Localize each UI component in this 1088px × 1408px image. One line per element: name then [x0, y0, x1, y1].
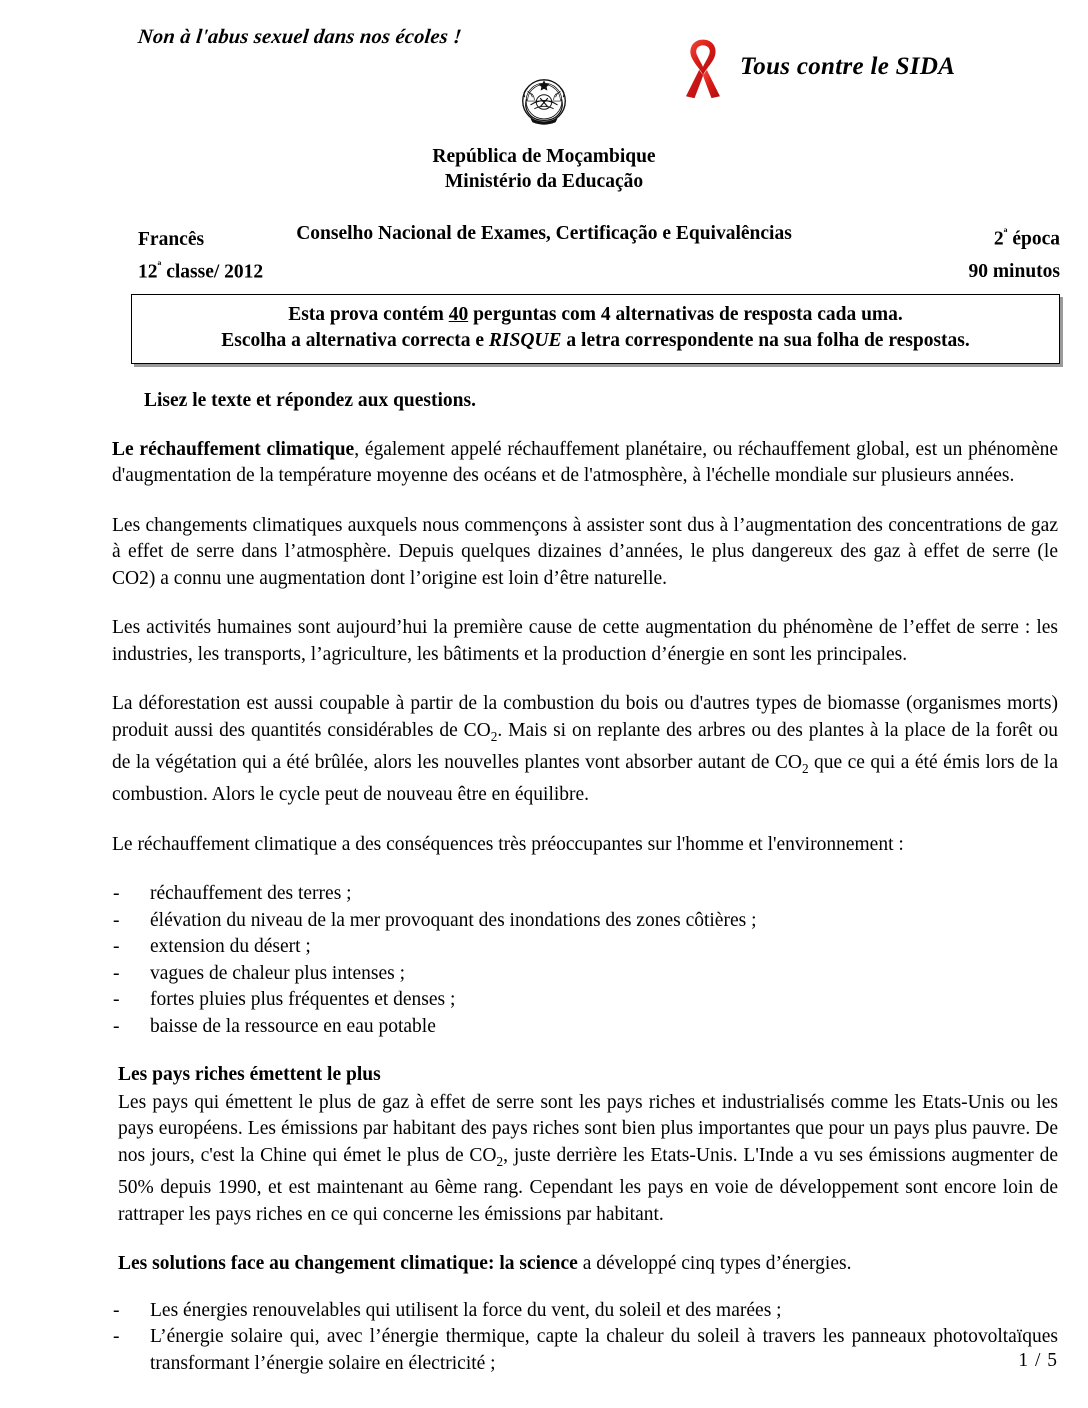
paragraph-changes: Les changements climatiques auxquels nous commençons à assister sont dus à l’augmentation des concentrations de gaz à effet de serre dans l’atmosphère. Depuis quelques dizaines d’années, le plus dangereux des gaz à effet de serre (le CO2) a connu une augmentation dont l’origine est loin d’être naturelle.: [112, 514, 1058, 589]
instruction-l2-part1: Escolha a alternativa correcta e: [221, 330, 489, 351]
dash-bullet: -: [113, 909, 120, 931]
risque-emphasis: RISQUE: [488, 330, 562, 351]
deforestation-part-a: La déforestation est aussi coupable à partir de la combustion du bois ou d'autres types de biomasse (organismes morts) produit aussi des quantités considérables de CO: [112, 693, 1058, 741]
class-number: 12: [138, 261, 158, 282]
deforestation-part-c: que ce qui a été émis lors de la combustion. Alors le cycle peut de nouveau être en équilibre.: [112, 751, 1058, 806]
consequence-text: réchauffement des terres ;: [150, 883, 352, 905]
list-item: [112, 1014, 1058, 1041]
instruction-line-2: [142, 328, 1049, 354]
exam-duration: 90 minutos: [968, 261, 1060, 282]
exam-institution: Conselho Nacional de Exames, Certificação e Equivalências: [296, 223, 792, 244]
consequence-text: vagues de chaleur plus intenses ;: [150, 962, 406, 984]
epoch-ordinal: ª: [1003, 226, 1008, 240]
solutions-rest-part: a développé cinq types d’énergies.: [577, 1253, 852, 1275]
consequence-text: baisse de la ressource en eau potable: [150, 1015, 436, 1037]
solutions-heading: [118, 1251, 1058, 1278]
dash-bullet: -: [113, 1326, 120, 1348]
list-item: [112, 1324, 1058, 1377]
instruction-l2-part2: a letra correspondente na sua folha de respostas.: [561, 330, 970, 351]
list-item: [112, 881, 1058, 908]
paragraph-deforestation: [112, 691, 1058, 809]
rich-part-a: Les pays qui émettent le plus de gaz à effet de serre sont les pays riches et industrialisés comme les Etats-Unis ou les pays européens. Les émissions par habitant des pays riches sont bien plus importantes que pour un pays plus pauvre. De nos jours, c'est la Chine qui émet le plus de CO: [118, 1091, 1058, 1166]
solutions-bold-part: Les solutions face au changement climatique: la science: [118, 1253, 578, 1275]
republic-title: República de Moçambique: [432, 146, 656, 167]
ministry-title: Ministério da Educação: [444, 171, 644, 192]
list-item: [112, 934, 1058, 961]
dash-bullet: -: [113, 962, 120, 984]
consequences-list: [112, 881, 1058, 1040]
exam-info-line-1: [138, 220, 1060, 253]
reading-instruction: Lisez le texte et répondez aux questions.: [144, 390, 476, 411]
co2-subscript-1: 2: [490, 728, 498, 744]
instruction-line-1: [142, 302, 1049, 328]
co2-subscript-2: 2: [801, 760, 809, 776]
top-banner: [0, 0, 1088, 118]
instruction-l1-part1: Esta prova contém: [288, 304, 449, 325]
exam-info-line-2: [138, 253, 1060, 286]
paragraph-rich-countries: [118, 1090, 1058, 1228]
sida-campaign-block: [672, 34, 955, 100]
list-item: [112, 908, 1058, 935]
paragraph-definition-rest: , également appelé réchauffement planétaire, ou réchauffement global, est un phénomène d'augmentation de la température moyenne des océans et de l'atmosphère, à l'échelle mondiale sur plusieurs années.: [112, 438, 1059, 486]
solution-text: L’énergie solaire qui, avec l’énergie thermique, capte la chaleur du soleil à travers les panneaux photovoltaïques transformant l’énergie solaire en électricité ;: [150, 1326, 1058, 1374]
list-item: [112, 961, 1058, 988]
exam-info-row: [0, 220, 1088, 282]
list-item: [112, 1298, 1058, 1325]
dash-bullet: -: [113, 1299, 120, 1321]
main-content: [112, 364, 1058, 1377]
instruction-box: [131, 294, 1060, 364]
sida-slogan: Tous contre le SIDA: [740, 53, 956, 80]
class-label: classe/ 2012: [161, 261, 264, 282]
co2-subscript-3: 2: [496, 1153, 504, 1169]
solutions-list: [112, 1298, 1058, 1378]
dash-bullet: -: [113, 1015, 120, 1037]
aids-ribbon-icon: [672, 34, 734, 100]
instruction-l1-part2: perguntas com 4 alternativas de resposta cada uma.: [468, 304, 903, 325]
exam-class: [138, 253, 263, 286]
dash-bullet: -: [113, 936, 120, 958]
term-warming: Le réchauffement climatique: [112, 438, 355, 460]
deforestation-part-b: . Mais si on replante des arbres ou des plantes à la place de la forêt ou de la végétation qui a été brûlée, alors les nouvelles plantes vont absorber autant de CO: [112, 719, 1058, 773]
class-ordinal: ª: [157, 258, 162, 273]
question-count: 40: [448, 304, 469, 325]
rich-part-b: , juste derrière les Etats-Unis. L'Inde a vu ses émissions augmenter de 50% depuis 1990, et est maintenant au 6ème rang. Cependant les pays en voie de développement sont encore loin de rattraper les pays riches en ce qui concerne les émissions par habitant.: [118, 1144, 1058, 1225]
ministry-titles: [0, 144, 1088, 194]
exam-subject: Francês: [138, 228, 205, 250]
exam-epoch: [994, 220, 1060, 253]
epoch-number: 2: [993, 228, 1004, 250]
solution-text: Les énergies renouvelables qui utilisent la force du vent, du soleil et des marées ;: [150, 1299, 782, 1321]
consequence-text: extension du désert ;: [150, 936, 311, 958]
epoch-label: época: [1007, 228, 1060, 250]
dash-bullet: -: [113, 883, 120, 905]
instruction-box-wrapper: [131, 294, 1060, 364]
consequence-text: élévation du niveau de la mer provoquant des inondations des zones côtières ;: [150, 909, 757, 931]
page-number: 1 / 5: [1018, 1350, 1058, 1371]
anti-abuse-slogan: Non à l'abus sexuel dans nos écoles !: [136, 26, 463, 48]
rich-countries-heading: Les pays riches émettent le plus: [118, 1064, 381, 1086]
paragraph-consequences-intro: Le réchauffement climatique a des conséquences très préoccupantes sur l'homme et l'environnement :: [112, 833, 904, 855]
paragraph-human-activities: Les activités humaines sont aujourd’hui la première cause de cette augmentation du phénomène de l’effet de serre : les industries, les transports, l’agriculture, les bâtiments et la production d’énergie en sont les principales.: [112, 617, 1058, 665]
paragraph-definition: [112, 437, 1058, 490]
consequence-text: fortes pluies plus fréquentes et denses ;: [150, 989, 456, 1011]
list-item: [112, 987, 1058, 1014]
dash-bullet: -: [113, 989, 120, 1011]
